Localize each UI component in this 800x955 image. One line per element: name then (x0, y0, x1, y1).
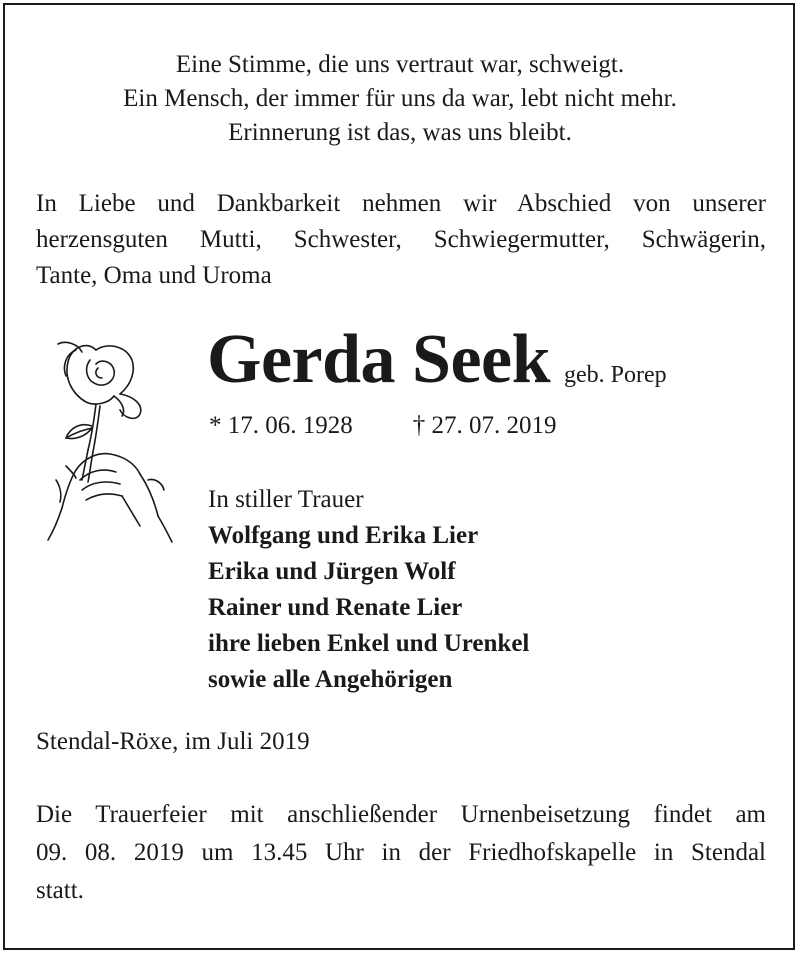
motto-verse (0, 48, 800, 150)
motto-line: Erinnerung ist das, was uns bleibt. (228, 119, 572, 146)
intro-line: In Liebe und Dankbarkeit nehmen wir Abschied von unserer (36, 190, 766, 217)
deceased-name-block (207, 320, 667, 400)
death-date: † 27. 07. 2019 (412, 412, 557, 439)
rose-in-hand-illustration (36, 330, 186, 545)
funeral-service-info (36, 796, 766, 910)
mourner-entry: sowie alle Angehörigen (208, 666, 453, 693)
mourner-entry: ihre lieben Enkel und Urenkel (208, 630, 530, 657)
intro-text (36, 186, 766, 294)
mourner-entry: Rainer und Renate Lier (208, 594, 463, 621)
service-line: Die Trauerfeier mit anschließender Urnenbeisetzung findet am (36, 801, 766, 828)
mourners-heading: In stiller Trauer (208, 486, 364, 513)
motto-line: Eine Stimme, die uns vertraut war, schweigt. (175, 51, 625, 78)
mourner-entry: Erika und Jürgen Wolf (208, 558, 456, 585)
life-dates (209, 412, 557, 440)
motto-line: Ein Mensch, der immer für uns da war, lebt nicht mehr. (123, 85, 677, 112)
intro-line: herzensguten Mutti, Schwester, Schwiegermutter, Schwägerin, (36, 226, 766, 253)
intro-line: Tante, Oma und Uroma (36, 262, 272, 289)
service-line: statt. (36, 877, 84, 904)
place-and-date: Stendal-Röxe, im Juli 2019 (36, 728, 310, 755)
mourner-entry: Wolfgang und Erika Lier (208, 522, 479, 549)
maiden-name: geb. Porep (564, 362, 667, 388)
service-line: 09. 08. 2019 um 13.45 Uhr in der Friedhofskapelle in Stendal (36, 839, 766, 866)
mourners-list (208, 482, 529, 698)
birth-date: * 17. 06. 1928 (209, 412, 353, 439)
deceased-name: Gerda Seek (207, 321, 551, 398)
